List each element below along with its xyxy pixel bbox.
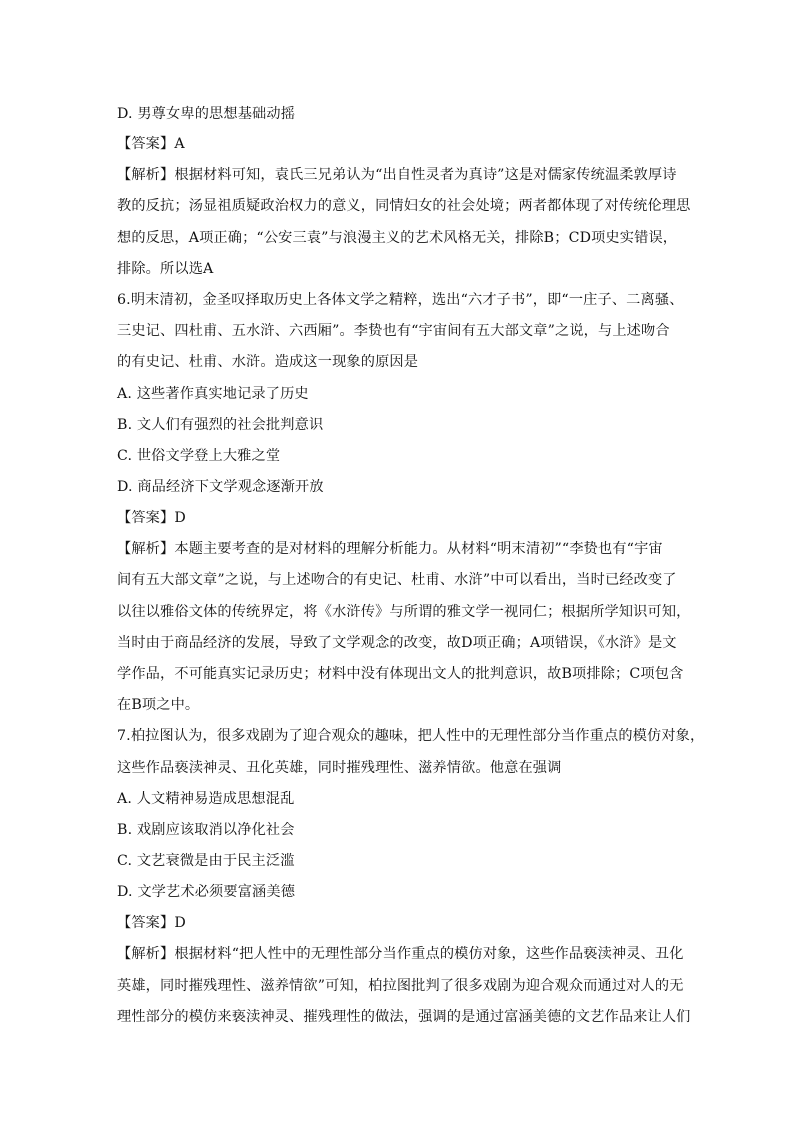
option-a-line: A. 人文精神易造成思想混乱 bbox=[117, 791, 295, 807]
analysis-line: 当时由于商品经济的发展，导致了文学观念的改变，故D项正确；A项错误，《水浒》是文 bbox=[117, 635, 677, 651]
analysis-line: 以往以雅俗文体的传统界定，将《水浒传》与所谓的雅文学一视同仁；根据所学知识可知， bbox=[117, 604, 691, 620]
analysis-line: 【解析】根据材料可知，袁氏三兄弟认为“出自性灵者为真诗”这是对儒家传统温柔敦厚诗 bbox=[117, 167, 677, 183]
question-7-line: 7.柏拉图认为，很多戏剧为了迎合观众的趣味，把人性中的无理性部分当作重点的模仿对象， bbox=[117, 728, 705, 744]
question-6-line: 的有史记、杜甫、水浒。造成这一现象的原因是 bbox=[117, 354, 419, 370]
question-6-line: 6.明末清初，金圣叹择取历史上各体文学之精粹，选出“六才子书”，即“一庄子、二离骚、 bbox=[117, 292, 684, 308]
option-c-line: C. 世俗文学登上大雅之堂 bbox=[117, 448, 281, 464]
option-a-line: A. 这些著作真实地记录了历史 bbox=[117, 386, 309, 402]
question-7-line: 这些作品亵渎神灵、丑化英雄，同时摧残理性、滋养情欲。他意在强调 bbox=[117, 760, 562, 776]
answer-line: 【答案】D bbox=[117, 915, 186, 931]
analysis-line: 在B项之中。 bbox=[117, 697, 200, 713]
option-d-line: D. 男尊女卑的思想基础动摇 bbox=[117, 106, 296, 122]
analysis-line: 【解析】根据材料“把人性中的无理性部分当作重点的模仿对象，这些作品亵渎神灵、丑化 bbox=[117, 946, 684, 962]
option-b-line: B. 文人们有强烈的社会批判意识 bbox=[117, 417, 324, 433]
option-d-line: D. 商品经济下文学观念逐渐开放 bbox=[117, 479, 324, 495]
analysis-line: 间有五大部文章”之说，与上述吻合的有史记、杜甫、水浒”中可以看出，当时已经改变了 bbox=[117, 572, 677, 588]
answer-line: 【答案】A bbox=[117, 136, 185, 152]
analysis-line: 教的反抗；汤显祖质疑政治权力的意义，同情妇女的社会处境；两者都体现了对传统伦理思 bbox=[117, 198, 691, 214]
analysis-line: 理性部分的模仿来亵渎神灵、摧残理性的做法，强调的是通过富涵美德的文艺作品来让人们 bbox=[117, 1009, 691, 1025]
option-c-line: C. 文艺衰微是由于民主泛滥 bbox=[117, 853, 295, 869]
option-b-line: B. 戏剧应该取消以净化社会 bbox=[117, 822, 295, 838]
analysis-line: 学作品，不可能真实记录历史；材料中没有体现出文人的批判意识，故B项排除；C项包含 bbox=[117, 666, 684, 682]
analysis-line: 排除。所以选A bbox=[117, 261, 214, 277]
question-6-line: 三史记、四杜甫、五水浒、六西厢”。李贽也有“宇宙间有五大部文章”之说，与上述吻合 bbox=[117, 323, 670, 339]
analysis-line: 想的反思，A项正确；“公安三袁”与浪漫主义的艺术风格无关，排除B；CD项史实错误， bbox=[117, 230, 678, 246]
option-d-line: D. 文学艺术必须要富涵美德 bbox=[117, 884, 296, 900]
answer-line: 【答案】D bbox=[117, 510, 186, 526]
analysis-line: 英雄，同时摧残理性、滋养情欲”可知，柏拉图批判了很多戏剧为迎合观众而通过对人的无 bbox=[117, 978, 684, 994]
analysis-line: 【解析】本题主要考查的是对材料的理解分析能力。从材料“明末清初”“李贽也有“宇宙 bbox=[117, 541, 663, 557]
